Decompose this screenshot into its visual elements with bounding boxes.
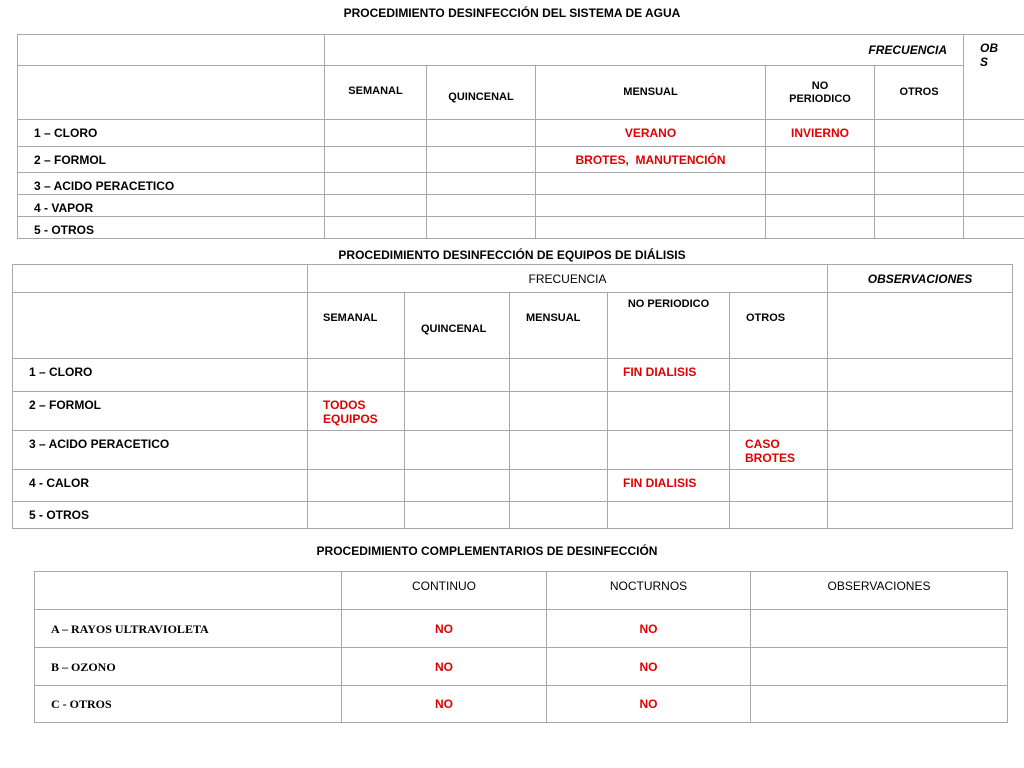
dialysis-cell [828,431,1013,470]
complementary-col-continuo: CONTINUO [342,572,547,610]
water-cell [964,147,1024,173]
water-cell [766,173,875,195]
complementary-row [35,648,1008,686]
dialysis-row [13,470,1013,502]
complementary-cell-nocturnos: NO [547,686,751,723]
complementary-col-nocturnos: NOCTURNOS [547,572,751,610]
dialysis-cell [828,470,1013,502]
water-cell [964,217,1024,239]
water-cell [964,195,1024,217]
dialysis-cell [828,392,1013,431]
dialysis-cell [510,359,608,392]
water-obs-header [964,35,1024,120]
dialysis-subheader-row [13,293,1013,359]
dialysis-subheader-obs [828,293,1013,359]
dialysis-cell [405,502,510,529]
dialysis-row [13,392,1013,431]
water-col-no-periodico-label: NO PERIODICO [789,79,851,105]
water-cell-no-periodico: INVIERNO [766,120,875,147]
water-row-label: 4 - VAPOR [18,195,325,217]
water-cell [427,217,536,239]
water-disinfection-table [17,34,1024,239]
dialysis-cell [510,470,608,502]
dialysis-cell [308,502,405,529]
dialysis-cell [405,359,510,392]
water-row-label: 3 – ACIDO PERACETICO [18,173,325,195]
dialysis-cell [608,431,730,470]
dialysis-cell-no-periodico: FIN DIALISIS [608,470,730,502]
water-cell [964,173,1024,195]
water-col-mensual: MENSUAL [536,66,766,120]
dialysis-cell [730,470,828,502]
dialysis-col-no-periodico: NO PERIODICO [608,293,730,359]
dialysis-frecuencia-header: FRECUENCIA [308,265,828,293]
water-cell [325,195,427,217]
dialysis-cell [828,359,1013,392]
water-col-semanal: SEMANAL [325,66,427,120]
complementary-cell-nocturnos: NO [547,610,751,648]
dialysis-disinfection-table [12,264,1013,529]
water-cell [325,217,427,239]
water-cell [875,173,964,195]
dialysis-cell [510,392,608,431]
water-cell [875,195,964,217]
water-cell-mensual: VERANO [536,120,766,147]
complementary-row [35,686,1008,723]
water-col-no-periodico [766,66,875,120]
dialysis-row-label: 5 - OTROS [13,502,308,529]
water-row [18,120,1024,147]
water-cell [766,147,875,173]
dialysis-cell [510,431,608,470]
complementary-cell-obs [751,648,1008,686]
water-cell [766,195,875,217]
water-cell [875,147,964,173]
dialysis-col-otros: OTROS [730,293,828,359]
water-row-label: 5 - OTROS [18,217,325,239]
water-cell [964,120,1024,147]
dialysis-cell [405,392,510,431]
complementary-row-label: C - OTROS [35,686,342,723]
complementary-col-observaciones: OBSERVACIONES [751,572,1008,610]
dialysis-row-label: 2 – FORMOL [13,392,308,431]
complementary-cell-continuo: NO [342,648,547,686]
water-header-row [18,35,1024,66]
complementary-table-title: PROCEDIMIENTO COMPLEMENTARIOS DE DESINFECCIÓN [316,544,658,558]
dialysis-table-title: PROCEDIMIENTO DESINFECCIÓN DE EQUIPOS DE DIÁLISIS [338,248,686,262]
water-row [18,173,1024,195]
water-cell [536,195,766,217]
complementary-cell-continuo: NO [342,686,547,723]
water-row-label: 2 – FORMOL [18,147,325,173]
complementary-cell-obs [751,686,1008,723]
water-row [18,195,1024,217]
dialysis-header-blank [13,265,308,293]
dialysis-cell [405,431,510,470]
dialysis-cell [608,502,730,529]
dialysis-col-semanal: SEMANAL [308,293,405,359]
water-cell [427,173,536,195]
complementary-header-row [35,572,1008,610]
complementary-cell-continuo: NO [342,610,547,648]
complementary-row-label: A – RAYOS ULTRAVIOLETA [35,610,342,648]
dialysis-subheader-blank [13,293,308,359]
water-cell [325,173,427,195]
dialysis-cell-otros: CASO BROTES [730,431,828,470]
dialysis-obs-header: OBSERVACIONES [828,265,1013,293]
water-cell [536,217,766,239]
dialysis-cell [405,470,510,502]
water-row [18,147,1024,173]
dialysis-row-label: 1 – CLORO [13,359,308,392]
dialysis-row [13,359,1013,392]
complementary-row [35,610,1008,648]
dialysis-header-row [13,265,1013,293]
dialysis-cell [730,359,828,392]
complementary-header-blank [35,572,342,610]
dialysis-cell [828,502,1013,529]
water-col-quincenal: QUINCENAL [427,66,536,120]
water-cell [427,120,536,147]
dialysis-col-mensual: MENSUAL [510,293,608,359]
dialysis-cell [608,392,730,431]
water-frecuencia-header: FRECUENCIA [325,35,964,66]
dialysis-cell [510,502,608,529]
complementary-procedures-table [34,571,1008,723]
water-row [18,217,1024,239]
water-cell [875,217,964,239]
complementary-cell-nocturnos: NO [547,648,751,686]
water-col-otros: OTROS [875,66,964,120]
water-header-blank [18,35,325,66]
water-cell [325,147,427,173]
water-cell [325,120,427,147]
dialysis-row [13,431,1013,470]
water-row-label: 1 – CLORO [18,120,325,147]
water-cell [875,120,964,147]
water-cell [427,195,536,217]
dialysis-cell [308,470,405,502]
complementary-row-label: B – OZONO [35,648,342,686]
water-cell [766,217,875,239]
dialysis-row-label: 3 – ACIDO PERACETICO [13,431,308,470]
dialysis-cell-semanal: TODOS EQUIPOS [308,392,405,431]
dialysis-col-quincenal: QUINCENAL [405,293,510,359]
water-subheader-row [18,66,1024,120]
water-cell [427,147,536,173]
complementary-cell-obs [751,610,1008,648]
dialysis-row [13,502,1013,529]
dialysis-cell [730,392,828,431]
dialysis-row-label: 4 - CALOR [13,470,308,502]
water-obs-label: OB S [980,41,999,69]
water-cell-mensual: BROTES, MANUTENCIÓN [536,147,766,173]
dialysis-cell [730,502,828,529]
dialysis-cell [308,359,405,392]
water-table-title: PROCEDIMIENTO DESINFECCIÓN DEL SISTEMA DE AGUA [343,6,681,20]
water-cell [536,173,766,195]
dialysis-cell-no-periodico: FIN DIALISIS [608,359,730,392]
water-subheader-blank [18,66,325,120]
dialysis-cell [308,431,405,470]
